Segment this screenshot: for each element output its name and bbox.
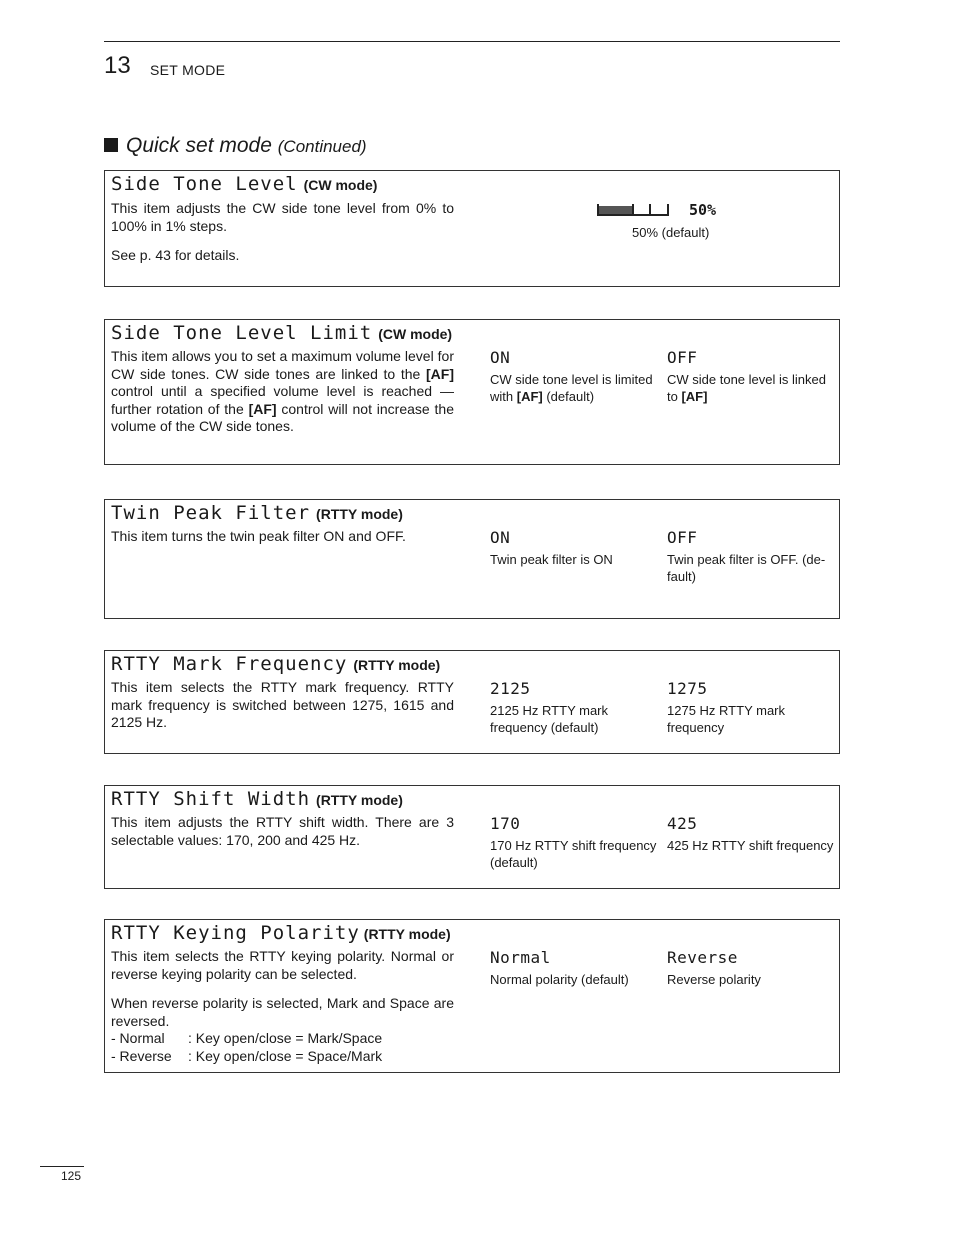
description-paragraph: This item turns the twin peak filter ON and OFF.	[111, 528, 406, 544]
setting-title	[111, 653, 440, 675]
setting-title	[111, 788, 403, 810]
level-meter-tick	[667, 204, 669, 216]
description-paragraph: This item selects the RTTY mark frequency. RTTY mark frequency is switched between 1275, 1615 and 2125 Hz.	[111, 679, 454, 730]
setting-title	[111, 922, 451, 944]
level-meter-tick	[632, 204, 634, 216]
level-meter-tick	[597, 204, 599, 216]
setting-box-rtty-mark-frequency	[104, 650, 840, 754]
option-text: Twin peak filter is OFF. (de-fault)	[667, 552, 826, 584]
setting-name: Twin Peak Filter	[111, 502, 311, 524]
option-text: 170 Hz RTTY shift frequency (default)	[490, 838, 657, 870]
description-paragraph: This item adjusts the CW side tone level from 0% to 100% in 1% steps.	[111, 200, 454, 234]
setting-description	[111, 679, 454, 732]
setting-mode: (CW mode)	[303, 177, 378, 193]
level-meter-caption: 50% (default)	[632, 225, 710, 240]
option-text: Reverse polarity	[667, 972, 761, 987]
setting-mode: (RTTY mode)	[363, 926, 451, 942]
setting-mode: (CW mode)	[378, 326, 453, 342]
polarity-list	[111, 1030, 454, 1065]
polarity-value: : Key open/close = Mark/Space	[188, 1030, 383, 1046]
chapter-title: SET MODE	[150, 62, 226, 78]
setting-title	[111, 173, 377, 195]
polarity-list-item	[111, 1048, 454, 1066]
setting-description	[111, 200, 454, 265]
setting-name: RTTY Mark Frequency	[111, 653, 348, 675]
option-normal	[490, 949, 660, 988]
option-value: 1275	[667, 679, 708, 698]
setting-description	[111, 348, 454, 436]
header-rule	[104, 41, 840, 42]
setting-name: Side Tone Level	[111, 173, 298, 195]
setting-description	[111, 948, 454, 1065]
option-text: CW side tone level is limited with [AF] (default)	[490, 372, 653, 404]
description-paragraph: See p. 43 for details.	[111, 247, 240, 263]
option-2125	[490, 680, 660, 736]
level-meter-tick	[649, 204, 651, 216]
setting-description	[111, 528, 454, 546]
option-text: Twin peak filter is ON	[490, 552, 613, 567]
description-paragraph: This item allows you to set a maximum volume level for CW side tones. CW side tones are linked to the [AF] control until a specified volume level is reached —further rotation of the [AF] control will not increase the volume of the CW side tones.	[111, 348, 454, 434]
polarity-name: - Normal	[111, 1030, 165, 1046]
description-paragraph: This item adjusts the RTTY shift width. There are 3 selectable values: 170, 200 and 425 Hz.	[111, 814, 454, 848]
chapter-number: 13	[104, 52, 131, 79]
setting-box-rtty-keying-polarity	[104, 919, 840, 1073]
option-text: 425 Hz RTTY shift frequency	[667, 838, 834, 853]
page-number: 125	[61, 1169, 82, 1183]
setting-name: RTTY Keying Polarity	[111, 922, 360, 944]
option-reverse	[667, 949, 837, 988]
polarity-list-item	[111, 1030, 454, 1048]
setting-box-side-tone-level-limit	[104, 319, 840, 465]
option-off	[667, 349, 837, 405]
option-text: 2125 Hz RTTY mark frequency (default)	[490, 703, 609, 735]
description-paragraph: When reverse polarity is selected, Mark and Space are reversed.	[111, 995, 454, 1029]
option-value: 425	[667, 814, 698, 833]
setting-description	[111, 814, 454, 849]
option-value: ON	[490, 528, 511, 547]
setting-mode: (RTTY mode)	[353, 657, 441, 673]
section-title: Quick set mode	[126, 134, 272, 157]
description-paragraph: This item selects the RTTY keying polarity. Normal or reverse keying polarity can be selected.	[111, 948, 454, 982]
option-1275	[667, 680, 837, 736]
option-value: OFF	[667, 348, 698, 367]
option-value: 2125	[490, 679, 531, 698]
setting-box-rtty-shift-width	[104, 785, 840, 889]
setting-title	[111, 322, 452, 344]
option-on	[490, 529, 660, 568]
option-170	[490, 815, 660, 871]
option-value: Reverse	[667, 948, 738, 967]
setting-name: RTTY Shift Width	[111, 788, 311, 810]
level-meter-fill	[597, 206, 633, 214]
level-meter-value: 50%	[689, 201, 717, 219]
option-text: 1275 Hz RTTY mark frequency	[667, 703, 786, 735]
level-meter	[597, 204, 669, 216]
option-on	[490, 349, 660, 405]
setting-mode: (RTTY mode)	[316, 792, 403, 808]
polarity-name: - Reverse	[111, 1047, 172, 1064]
setting-box-twin-peak-filter	[104, 499, 840, 619]
option-off	[667, 529, 837, 585]
option-value: Normal	[490, 948, 551, 967]
square-bullet-icon	[104, 138, 118, 152]
option-425	[667, 815, 837, 854]
setting-title	[111, 502, 403, 524]
option-text: Normal polarity (default)	[490, 972, 629, 987]
section-heading	[104, 134, 367, 158]
setting-mode: (RTTY mode)	[316, 506, 403, 522]
setting-box-side-tone-level	[104, 170, 840, 287]
option-value: 170	[490, 814, 521, 833]
option-value: ON	[490, 348, 511, 367]
section-continued: (Continued)	[277, 137, 367, 156]
setting-name: Side Tone Level Limit	[111, 322, 373, 344]
option-text: CW side tone level is linked to [AF]	[667, 372, 826, 404]
polarity-value: : Key open/close = Space/Mark	[188, 1047, 383, 1064]
option-value: OFF	[667, 528, 698, 547]
footer-rule	[40, 1166, 84, 1167]
